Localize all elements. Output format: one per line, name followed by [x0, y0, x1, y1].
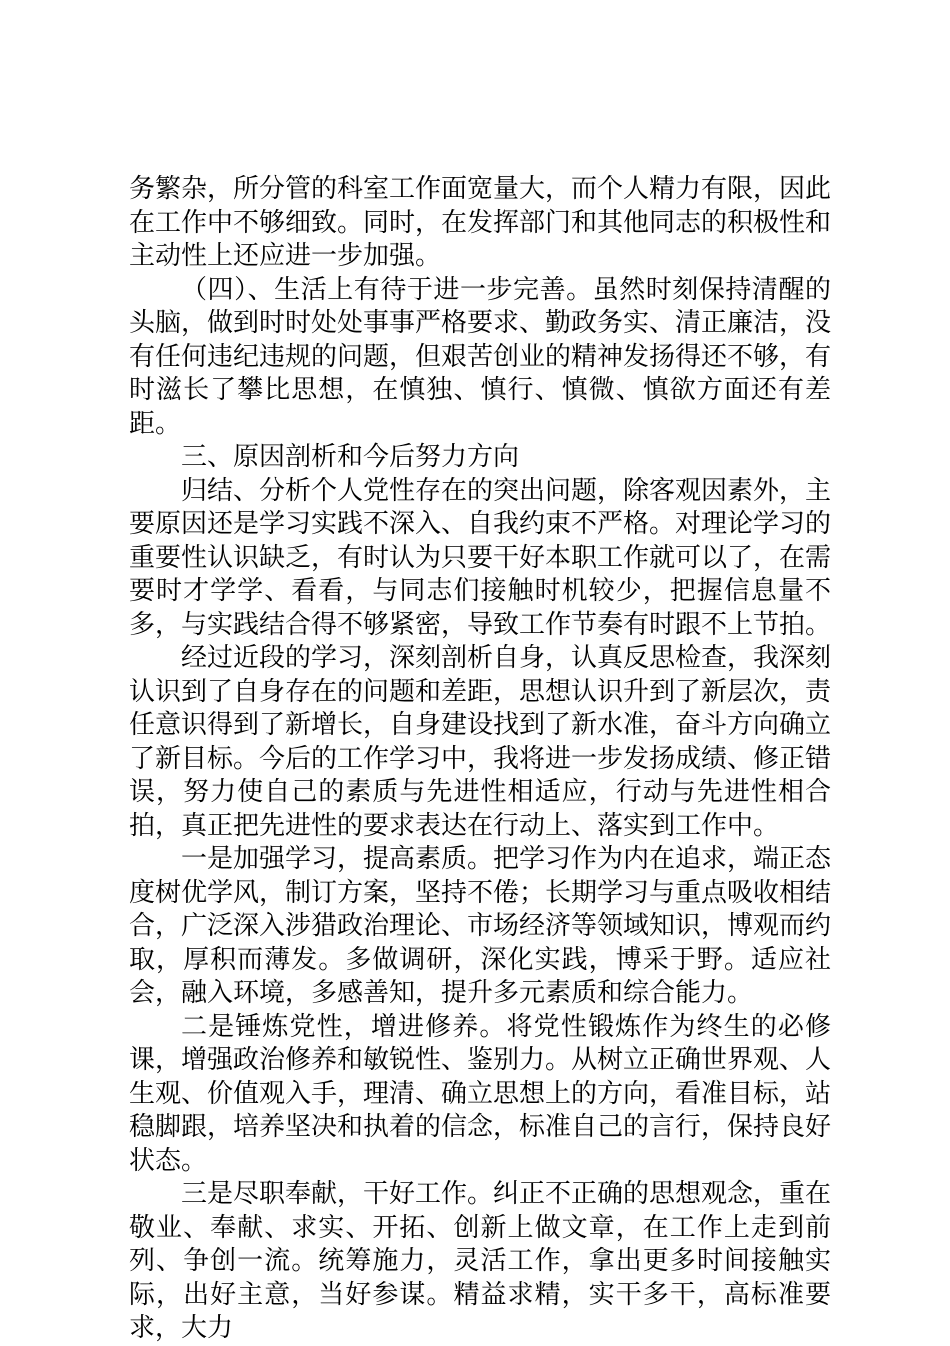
- section-heading-causes: 三、原因剖析和今后努力方向: [181, 442, 520, 472]
- document-body: [129, 173, 831, 1346]
- paragraph-temper-party-spirit: 二是锤炼党性，增进修养。将党性锻炼作为终生的必修课，增强政治修养和敏锐性、鉴别力。从树立正确世界观、人生观、价值观入手，理清、确立思想上的方向，看准目标，站稳脚跟，培养坚决和执着的信念，标准自己的言行，保持良好状态。: [129, 1011, 832, 1176]
- paragraph-dedication: 三是尽职奉献，干好工作。纠正不正确的思想观念，重在敬业、奉献、求实、开拓、创新上做文章，在工作上走到前列、争创一流。统筹施力，灵活工作，拿出更多时间接触实际，出好主意，当好参谋。精益求精，实干多干，高标准要求，大力: [129, 1179, 832, 1343]
- paragraph-life-improvement: （四）、生活上有待于进一步完善。虽然时刻保持清醒的头脑，做到时时处处事事严格要求、勤政务实、清正廉洁，没有任何违纪违规的问题，但艰苦创业的精神发扬得还不够，有时滋长了攀比思想，在慎独、慎行、慎微、慎欲方面还有差距。: [129, 274, 832, 439]
- paragraph-reflection: 经过近段的学习，深刻剖析自身，认真反思检查，我深刻认识到了自身存在的问题和差距，思想认识升到了新层次，责任意识得到了新增长，自身建设找到了新水准，奋斗方向确立了新目标。今后的工作学习中，我将进一步发扬成绩、修正错误，努力使自己的素质与先进性相适应，行动与先进性相合拍，真正把先进性的要求表达在行动上、落实到工作中。: [129, 643, 832, 841]
- paragraph-cause-analysis: 归结、分析个人党性存在的突出问题，除客观因素外，主要原因还是学习实践不深入、自我约束不严格。对理论学习的重要性认识缺乏，有时认为只要干好本职工作就可以了，在需要时才学学、看看，与同志们接触时机较少，把握信息量不多，与实践结合得不够紧密，导致工作节奏有时跟不上节拍。: [129, 475, 832, 640]
- paragraph-strengthen-study: 一是加强学习，提高素质。把学习作为内在追求，端正态度树优学风，制订方案，坚持不倦；长期学习与重点吸收相结合，广泛深入涉猎政治理论、市场经济等领域知识，博观而约取，厚积而薄发。多做调研，深化实践，博采于野。适应社会，融入环境，多感善知，提升多元素质和综合能力。: [129, 844, 832, 1008]
- paragraph-continuation: 务繁杂，所分管的科室工作面宽量大，而个人精力有限，因此在工作中不够细致。同时，在发挥部门和其他同志的积极性和主动性上还应进一步加强。: [129, 174, 832, 271]
